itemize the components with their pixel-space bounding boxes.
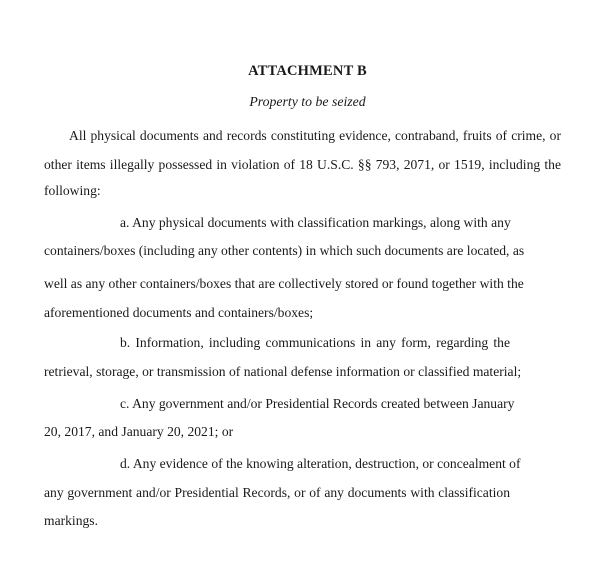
- item-a-line-3: well as any other containers/boxes that are collectively stored or found together with the: [44, 276, 524, 291]
- item-a-line-2: containers/boxes (including any other contents) in which such documents are located, as: [44, 243, 525, 258]
- item-c-line-2: 20, 2017, and January 20, 2021; or: [44, 424, 234, 439]
- item-a-line-4: aforementioned documents and containers/boxes;: [44, 305, 314, 320]
- intro-line-1: All physical documents and records constituting evidence, contraband, fruits of crime, or: [69, 128, 561, 143]
- item-d-line-1: d. Any evidence of the knowing alteration, destruction, or concealment of: [120, 456, 521, 471]
- intro-line-3: following:: [44, 183, 101, 198]
- item-d-line-3: markings.: [44, 513, 98, 528]
- item-c-line-1: c. Any government and/or Presidential Records created between January: [120, 396, 515, 411]
- item-b-line-1: b. Information, including communications in any form, regarding the: [120, 335, 510, 350]
- document-subtitle: Property to be seized: [249, 94, 366, 109]
- item-b-line-2: retrieval, storage, or transmission of national defense information or classified material;: [44, 364, 522, 379]
- item-a-line-1: a. Any physical documents with classification markings, along with any: [120, 215, 511, 230]
- document-title: ATTACHMENT B: [248, 63, 367, 79]
- item-d-line-2: any government and/or Presidential Records, or of any documents with classification: [44, 485, 510, 500]
- intro-line-2: other items illegally possessed in violation of 18 U.S.C. §§ 793, 2071, or 1519, including the: [44, 157, 561, 172]
